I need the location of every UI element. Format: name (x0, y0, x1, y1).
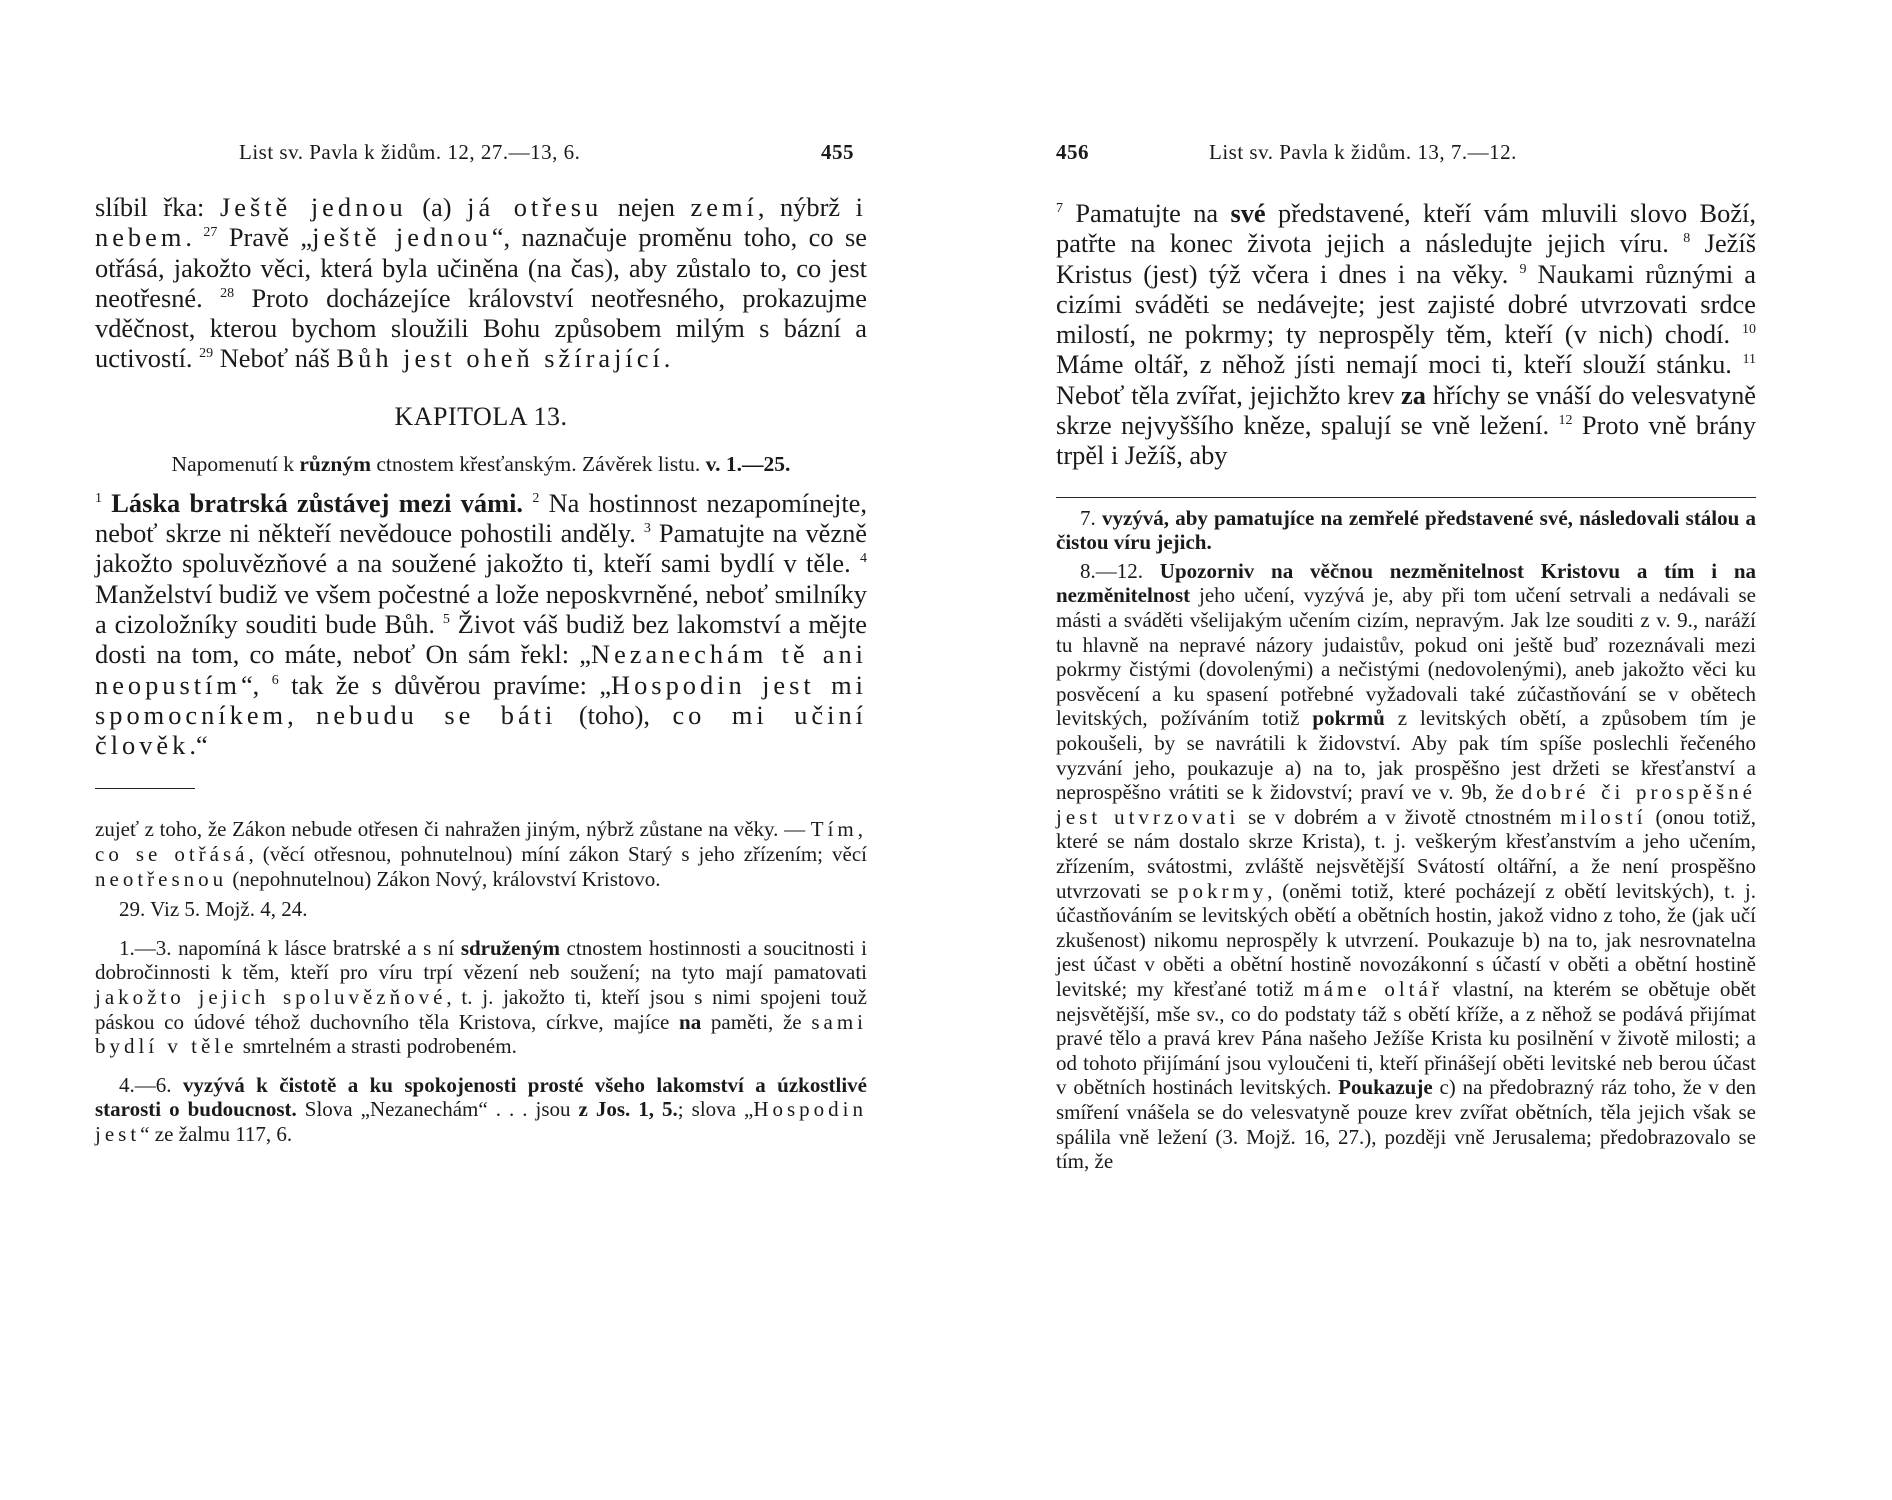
text-run: Slova „Nezanechám“ . . . jsou (296, 1097, 579, 1122)
text-run: jakožto jejich spoluvězňové (95, 985, 447, 1010)
right-page (946, 0, 1892, 1500)
text-run (102, 488, 111, 518)
text-run: dobré či prospěšné jest utvrzovati (1056, 780, 1757, 829)
text-run: se v dobrém a v životě ctnostném (1239, 804, 1561, 829)
verse-number: 12 (1558, 413, 1573, 429)
text-run: “, (240, 669, 272, 700)
verse-number: 5 (442, 612, 450, 628)
text-run: z Jos. 1, 5. (578, 1097, 678, 1122)
text-run: slíbil řka: (95, 192, 220, 222)
text-run: tak že s důvěrou pravíme: „ (278, 669, 612, 700)
text-run: Neboť náš (213, 343, 337, 374)
verse-number: 9 (1519, 261, 1527, 277)
text-run: 7. (1080, 505, 1102, 530)
right-footnote-separator (1056, 497, 1756, 498)
text-run: ctnostem křesťanským. Závěrek listu. (371, 451, 706, 476)
text-run: nejen (602, 192, 691, 222)
text-run: paměti, že (701, 1009, 812, 1034)
text-run: z levitských obětí, a způsobem tím je pokoušeli, by se navrátili k židovství. Aby pak tím spíše poslechli řečeného vyzvání jeho, poukazuje a) na to, jak prospěšno jest držeti se křesťanství a neprospěšno vrátiti se k židovství; praví ve v. 9b, že (1056, 706, 1756, 805)
text-run: Tím, co se otřásá (95, 817, 867, 867)
text-run: i nebem (95, 192, 867, 253)
verse-number: 10 (1742, 322, 1756, 338)
verse-number: 1 (95, 490, 102, 506)
text-run: máme oltář (1303, 976, 1443, 1001)
text-run: , (věcí otřesnou, pohnutelnou) míní zákon Starý s jeho zřízením; věcí (248, 842, 867, 867)
text-run: ; slova „ (677, 1097, 754, 1122)
text-run: za (1400, 379, 1426, 410)
text-run: Naukami různými a cizími sváděti se nedávejte; jest zajisté dobré utvrzovati srdce milostí, ne pokrmy; ty neprospěly těm, kteří (v nich) chodí. (1056, 258, 1756, 350)
text-run: , (287, 699, 317, 730)
text-run: pokrmy (1177, 878, 1268, 903)
text-run: 29. Viz 5. Mojž. 4, 24. (119, 897, 308, 922)
verse-number: 7 (1056, 201, 1063, 217)
right-running-head-title: List sv. Pavla k židům. 13, 7.—12. (1209, 140, 1517, 164)
text-run: pokrmů (1312, 706, 1385, 731)
text-run: ctnostem hostinnosti a soucitnosti i dobročinnosti k těm, kteří pro víru trpí vězení neb soužení; na tyto mají pamatovati (95, 935, 867, 985)
text-run: , nýbrž (757, 192, 856, 222)
text-run: co mi učiní člověk (95, 699, 867, 761)
left-text-top (95, 192, 867, 374)
text-run: Proto docházejíce království neotřesného, prokazujme vděčnost, kterou bychom sloužili Bohu způsobem milým s bázní a uctivostí. (95, 282, 867, 374)
verse-number: 28 (220, 286, 235, 302)
right-text-main (1056, 198, 1756, 471)
text-run: jeho učení, vyzývá je, aby při tom učení setrvali a nedávali se másti a sváděti všelijakým učením cizím, nepravým. Jak lze souditi z v. 9., naráží tu hlavně na nepravé názory judaistův, pokud oni ještě buď rozeznávali mezi pokrmy čistými (dovolenými) a nečistými (nedovolenými), aneb jakožto věci ku posvěcení a ku spasení potřebné vyžadovali také zúčastňování se v obětech levitských, požíváním totiž (1056, 583, 1756, 731)
footnote-separator (95, 788, 195, 789)
note-8-12 (1056, 559, 1756, 1174)
text-run: Život váš budiž bez lakomství a mějte dosti na tom, co máte, neboť On sám řekl: „ (95, 608, 868, 670)
text-run: v. 1.—25. (705, 451, 791, 476)
text-run: neotřesnou (95, 866, 228, 891)
text-run: 8.—12. (1080, 558, 1160, 583)
text-run: na (679, 1009, 702, 1034)
text-run: c) na předobrazný ráz toho, že v den smíření vnášela se do velesvatyně pouze krev zvířat obětních, těla jejich však se spálila vně ležení (3. Mojž. 16, 27.), později vně Jerusalema; předobrazovalo se tím, že (1056, 1075, 1756, 1174)
verse-number: 2 (532, 490, 540, 506)
right-page-number: 456 (1056, 140, 1089, 164)
text-run: “, naznačuje proměnu toho, co se otřásá, jakožto věci, která byla učiněna (na čas), aby zůstalo to, co jest neotřesné. (95, 222, 867, 313)
verse-number: 3 (643, 521, 651, 537)
text-run: zujeť z toho, že Zákon nebude otřesen či nahražen jiným, nýbrž zůstane na věky. — (95, 817, 811, 842)
chapter-summary (95, 452, 867, 476)
verse-number: 8 (1683, 231, 1691, 247)
text-run (523, 488, 532, 518)
text-run: Napomenutí k (171, 451, 300, 476)
text-run: Pravě „ (217, 222, 313, 253)
text-run: (toho), (556, 699, 673, 730)
verse-number: 6 (271, 672, 279, 688)
left-column (95, 192, 867, 1147)
text-run: milostí (1560, 804, 1647, 829)
text-run: (a) (406, 192, 468, 222)
text-run: Manželství budiž ve všem počestné a lože neposkvrněné, neboť smilníky a cizoložníky souditi bude Bůh. (95, 578, 868, 639)
text-run: ještě jednou (312, 222, 492, 253)
text-run: Hospodin jest mi spomocníkem (95, 669, 867, 730)
text-run: .“ (189, 730, 208, 761)
text-run: já otřesu (467, 192, 603, 222)
text-run: Hospodin jest (95, 1097, 867, 1146)
text-run: smrtelném a strasti podrobeném. (237, 1034, 517, 1059)
text-run: “ ze žalmu 117, 6. (140, 1121, 293, 1146)
note-29 (95, 897, 867, 922)
left-page-number: 455 (821, 140, 854, 164)
verse-number: 4 (860, 551, 867, 567)
chapter-heading: KAPITOLA 13. (394, 401, 568, 431)
text-run: Bůh jest oheň sžírající (336, 343, 664, 374)
text-run: vlastní, na kterém se obětuje obět nejsvětější, mše sv., co do podstaty táž s obětí kříže, a z něhož se podává přijímat pravé tělo a pravá krev Pána našeho Ježíše Krista ku posilnění v životě milosti; a od tohoto přijímání jsou vyloučeni ti, kteří přinášejí oběti levitské neb berou účast v obětních hostinách levitských. (1056, 976, 1756, 1100)
text-run: Láska bratrská zůstávej mezi vámi. (111, 487, 524, 518)
note-1-3 (95, 936, 867, 1059)
text-run: zemí (690, 192, 758, 222)
text-run: své (1230, 198, 1266, 228)
verse-number: 11 (1742, 352, 1756, 368)
text-run: (nepohnutelnou) Zákon Nový, království Kristovo. (227, 866, 661, 891)
text-run: Máme oltář, z něhož jísti nemají moci ti, kteří slouží stánku. (1056, 349, 1743, 380)
text-run: sami bydlí v těle (95, 1009, 867, 1059)
verse-number: 29 (199, 346, 214, 362)
text-run: představené, kteří vám mluvili slovo Boží, patřte na konec života jejich a následujte jejich víru. (1056, 198, 1756, 259)
text-run: Ještě jednou (219, 192, 407, 222)
verse-number: 27 (203, 225, 218, 241)
text-run: různým (299, 451, 372, 476)
text-run: 1.—3. napomíná k lásce bratrské a s ní (119, 935, 461, 960)
left-running-head-title: List sv. Pavla k židům. 12, 27.—13, 6. (239, 140, 581, 164)
text-run: sdruženým (460, 935, 560, 960)
text-run: (onou totiž, které se nám dostalo skrze Krista), t. j. veškerým křesťanstvím a jeho učením, zřízením, svátostmi, zvláště nejsvětější Svátostí oltářní, a že není prospěšno utvrzovati se (1056, 804, 1756, 903)
text-run: vyzývá, aby pamatujíce na zemřelé představené své, následovali stálou a čistou víru jejich. (1056, 505, 1756, 555)
text-run: vyzývá k čistotě a ku spokojenosti prosté všeho lakomství a úzkostlivé starosti o budoucnost. (95, 1072, 868, 1122)
note-4-6 (95, 1073, 867, 1147)
text-run: Poukazuje (1338, 1075, 1433, 1100)
text-run: Upozorniv na věčnou nezměnitelnost Kristovu a tím i na nezměnitelnost (1056, 558, 1756, 608)
text-run: Na hostinnost nezapomínejte, neboť skrze ni někteří nevědouce pohostili anděly. (95, 487, 867, 549)
note-7 (1056, 506, 1756, 555)
text-run: Ježíš Kristus (jest) týž včera i dnes i na věky. (1056, 228, 1756, 289)
text-run: Neboť těla zvířat, jejichžto krev (1056, 379, 1401, 410)
text-run: , (oněmi totiž, které pocházejí z obětí levitských), t. j. účastňováním se levitských obětí a obětních hostin, jakož vidno z toho, že (jak učí zkušenost) nikomu neprospěly k utvrzení. Poukazuje b) na to, jak nesrovnatelna jest účast v oběti a obětní hostině novozákonní s účastí v oběti a obětní hostině levitské; my křesťané totiž (1056, 878, 1756, 1001)
text-run: hříchy se vnáší do velesvatyně skrze nejvyššího kněze, spalují se vně ležení. (1056, 379, 1756, 441)
text-run: Pamatujte na (1063, 198, 1231, 228)
text-run: . (185, 222, 204, 253)
left-text-main (95, 488, 867, 761)
text-run: nebudu se báti (316, 699, 557, 730)
text-run: Proto vně brány trpěl i Ježíš, aby (1056, 410, 1756, 471)
text-run: . (663, 343, 671, 374)
text-run: Nezanechám tě ani neopustím (95, 639, 867, 700)
right-column (1056, 198, 1756, 1174)
note-continuation (95, 817, 867, 891)
text-run: , t. j. jakožto ti, kteří jsou s nimi spojeni touž páskou co údové téhož duchovního těla Kristova, církve, majíce (95, 985, 867, 1034)
text-run: 4.—6. (119, 1072, 183, 1097)
text-run: Pamatujte na vězně jakožto spoluvězňové a na soužené jakožto ti, kteří sami bydlí v těle. (95, 518, 867, 579)
